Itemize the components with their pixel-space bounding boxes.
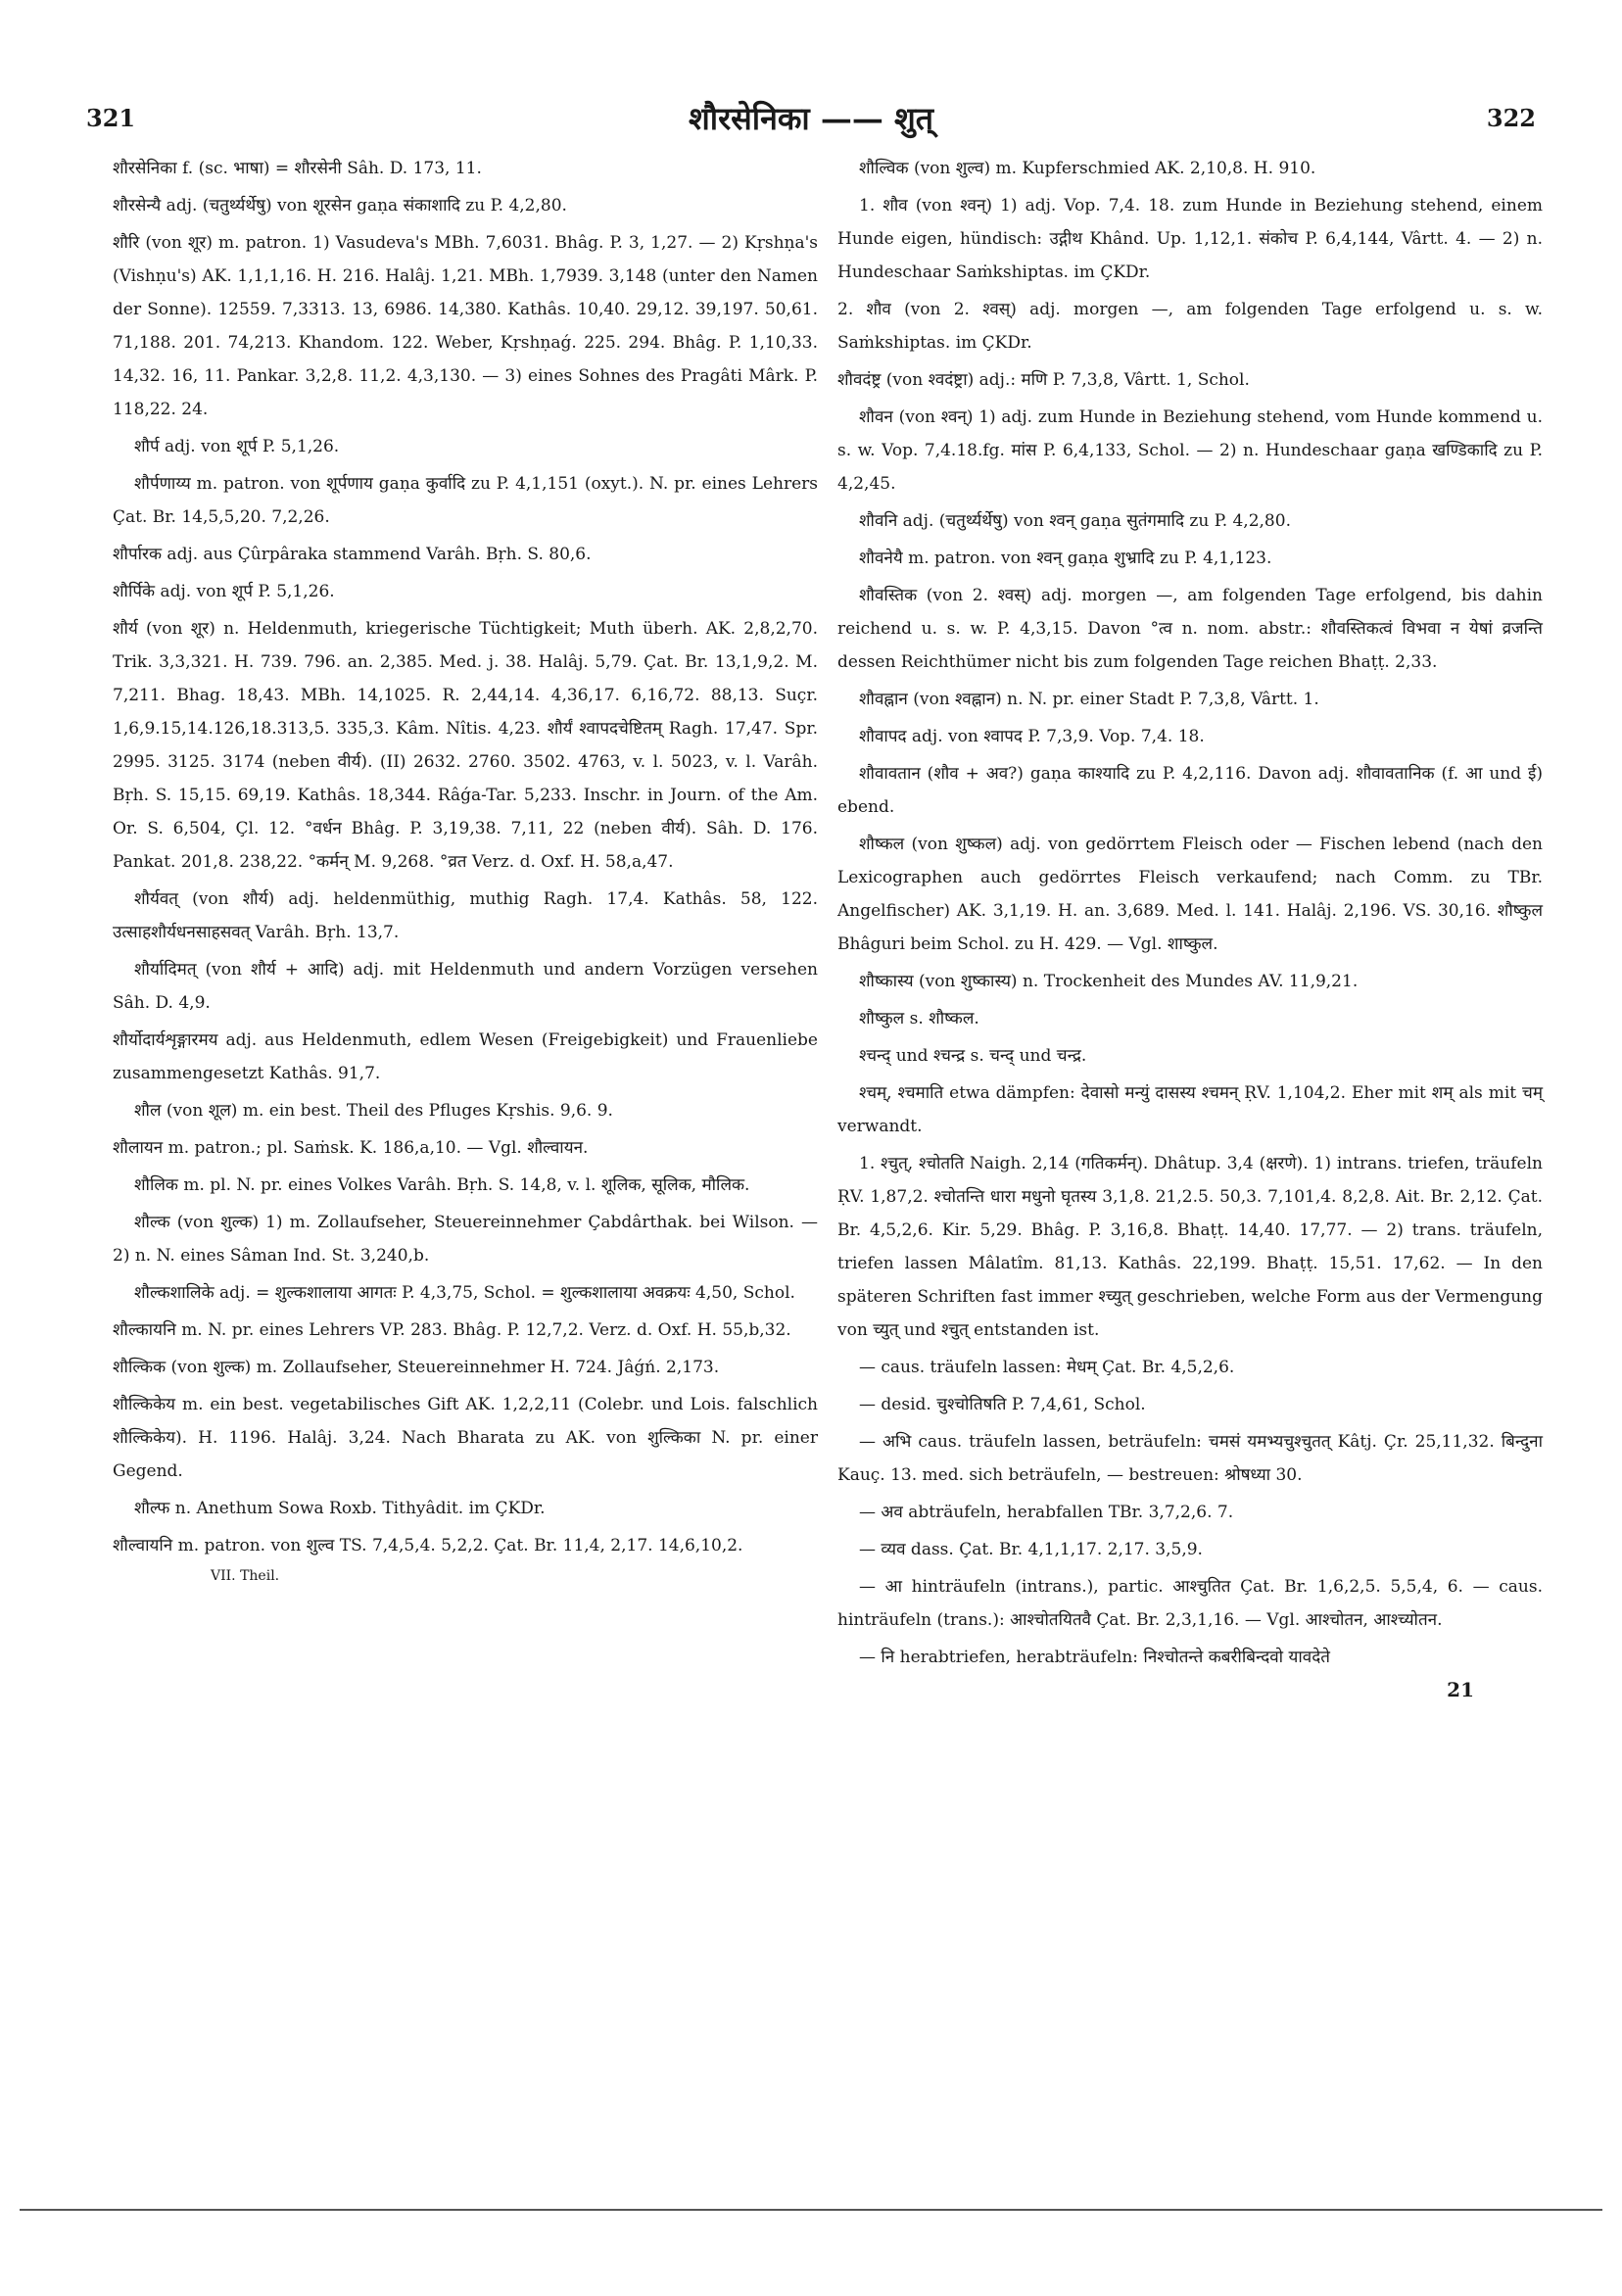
dictionary-entry: शौल्कायनि m. N. pr. eines Lehrers VP. 283. Bhâg. P. 12,7,2. Verz. d. Oxf. H. 55,b,32. — [113, 1320, 791, 1340]
dictionary-entry: शौवदंष्ट्र (von श्वदंष्ट्रा) adj.: मणि P. 7,3,8, Vârtt. 1, Schol. — [837, 370, 1250, 390]
dictionary-entry: शौर्य (von शूर) n. Heldenmuth, kriegerische Tüchtigkeit; Muth überh. AK. 2,8,2,70. Trik. 3,3,321. H. 739. 796. an. 2,385. Med. j. 38. Halâj. 5,79. Çat. Br. 13,1,9,2. M. 7,211. Bhag. 18,43. MBh. 14,1025. R. 2,44,14. 4,36,17. 6,16,72. 88,13. Suçr. 1,6,9.15,14.126,18.313,5. 335,3. Kâm. Nîtis. 4,23. शौर्यं श्वापदचेष्टितम् Ragh. 17,47. Spr. 2995. 3125. 3174 (neben वीर्य). (II) 2632. 2760. 3502. 4763, v. l. 5023, v. l. Varâh. Bṛh. S. 15,15. 69,19. Kathâs. 18,344. Râǵa-Tar. 5,233. Inschr. in Journ. of the Am. Or. S. 6,504, Çl. 12. °वर्धन Bhâg. P. 3,19,38. 7,11, 22 (neben वीर्य). Sâh. D. 176. Pankat. 201,8. 238,22. °कर्मन् M. 9,268. °व्रत Verz. d. Oxf. H. 58,a,47. — [113, 619, 818, 872]
dictionary-entry: शौरसेनिका f. (sc. भाषा) = शौरसेनी Sâh. D. 173, 11. — [113, 159, 482, 178]
dictionary-entry: शौल्कशालिके adj. = शुल्कशालाया आगतः P. 4,3,75, Schol. = शुल्कशालाया अवक्रयः 4,50, Schol. — [134, 1283, 795, 1303]
dictionary-entry: शौल्किकेय m. ein best. vegetabilisches Gift AK. 1,2,2,11 (Colebr. und Lois. falschlich शौल्किकेय). H. 1196. Halâj. 3,24. Nach Bharata zu AK. von शुल्किका N. pr. einer Gegend. — [113, 1395, 818, 1481]
left-page-number: 321 — [86, 103, 136, 132]
dictionary-entry: शौवावतान (शौव + अव?) gaṇa काश्यादि zu P. 4,2,116. Davon adj. शौवावतानिक (f. आ und ई) ebend. — [837, 764, 1543, 817]
dictionary-entry: शौलायन m. patron.; pl. Saṁsk. K. 186,a,10. — Vgl. शौल्वायन. — [113, 1138, 589, 1158]
dictionary-entry: शौर्योदार्यशृङ्गारमय adj. aus Heldenmuth, edlem Wesen (Freigebigkeit) und Frauenliebe zusammengesetzt Kathâs. 91,7. — [113, 1030, 818, 1083]
dictionary-entry: शौर्यादिमत् (von शौर्य + आदि) adj. mit Heldenmuth und andern Vorzügen versehen Sâh. D. 4,9. — [113, 960, 818, 1013]
dictionary-entry: — व्यव dass. Çat. Br. 4,1,1,17. 2,17. 3,5,9. — [859, 1540, 1203, 1559]
dictionary-entry: शौष्कल (von शुष्कल) adj. von gedörrtem Fleisch oder — Fischen lebend (nach den Lexicographen auch gedörrtes Fleisch verkaufend; nach Comm. zu TBr. Angelfischer) AK. 3,1,19. H. an. 3,689. Med. l. 141. Halâj. 2,196. VS. 30,16. शौष्कुल Bhâguri beim Schol. zu H. 429. — Vgl. शाष्कुल. — [837, 835, 1543, 954]
dictionary-entry: शौर्पणाय्य m. patron. von शूर्पणाय gaṇa कुर्वादि zu P. 4,1,151 (oxyt.). N. pr. eines Lehrers Çat. Br. 14,5,5,20. 7,2,26. — [113, 474, 818, 527]
dictionary-entry: श्चम्, श्चमाति etwa dämpfen: देवासो मन्युं दासस्य श्चमन् ṚV. 1,104,2. Eher mit शम् als mit चम् verwandt. — [837, 1083, 1543, 1136]
volume-footer: VII. Theil. — [211, 1568, 280, 1584]
right-column — [837, 152, 1543, 1701]
dictionary-entry: शौर्यवत् (von शौर्य) adj. heldenmüthig, muthig Ragh. 17,4. Kathâs. 58, 122. उत्साहशौर्यधनसाहसवत् Varâh. Bṛh. 13,7. — [113, 889, 818, 942]
dictionary-entry: शौवनि adj. (चतुर्थ्यर्थेषु) von श्वन् gaṇa सुतंगमादि zu P. 4,2,80. — [859, 511, 1291, 531]
dictionary-entry: शौवनेयै m. patron. von श्वन् gaṇa शुभ्रादि zu P. 4,1,123. — [859, 549, 1272, 568]
running-head: शौरसेनिका —— शुत् — [689, 99, 933, 137]
dictionary-entry: शौवह्नान (von श्वह्नान) n. N. pr. einer Stadt P. 7,3,8, Vârtt. 1. — [859, 690, 1319, 709]
dictionary-entry: 1. शौव (von श्वन्) 1) adj. Vop. 7,4. 18. zum Hunde in Beziehung stehend, einem Hunde eigen, hündisch: उद्गीथ Khând. Up. 1,12,1. संकोच P. 6,4,144, Vârtt. 4. — 2) n. Hundeschaar Saṁkshiptas. im ÇKDr. — [837, 196, 1543, 282]
bottom-rule — [20, 2209, 1602, 2211]
dictionary-entry: 2. शौव (von 2. श्वस्) adj. morgen —, am folgenden Tage erfolgend u. s. w. Saṁkshiptas. im ÇKDr. — [837, 300, 1543, 353]
dictionary-entry: शौवापद adj. von श्वापद P. 7,3,9. Vop. 7,4. 18. — [859, 727, 1205, 746]
dictionary-entry: शौल (von शूल) m. ein best. Theil des Pfluges Kṛshis. 9,6. 9. — [134, 1101, 613, 1121]
right-page-number: 322 — [1486, 103, 1536, 132]
dictionary-entry: — desid. चुश्चोतिषति P. 7,4,61, Schol. — [859, 1395, 1146, 1414]
dictionary-entry: शौर्प adj. von शूर्प P. 5,1,26. — [134, 437, 340, 456]
signature-mark: 21 — [1447, 1678, 1474, 1701]
dictionary-entry: शौल्क (von शुल्क) 1) m. Zollaufseher, Steuereinnehmer Çabdârthak. bei Wilson. — 2) n. N. eines Sâman Ind. St. 3,240,b. — [113, 1213, 818, 1266]
dictionary-entry: शौल्फ n. Anethum Sowa Roxb. Tithyâdit. im ÇKDr. — [134, 1499, 546, 1518]
dictionary-entry: शौल्विक (von शुल्व) m. Kupferschmied AK. 2,10,8. H. 910. — [859, 159, 1316, 178]
dictionary-entry: शौर्पारक adj. aus Çûrpâraka stammend Varâh. Bṛh. S. 80,6. — [113, 545, 592, 564]
dictionary-entry: — अभि caus. träufeln lassen, beträufeln: चमसं यमभ्यचुश्चुतत् Kâtj. Çr. 25,11,32. बिन्दुना Kauç. 13. med. sich beträufeln, — bestreuen: श्रोषध्या 30. — [837, 1432, 1543, 1485]
dictionary-entry: श्चन्द् und श्चन्द्र s. चन्द् und चन्द्र. — [859, 1046, 1087, 1066]
dictionary-entry: — नि herabtriefen, herabträufeln: निश्चोतन्ते कबरीबिन्दवो यावदेते — [859, 1648, 1330, 1667]
dictionary-entry: शौष्कुल s. शौष्कल. — [859, 1009, 979, 1028]
dictionary-entry: शौरि (von शूर) m. patron. 1) Vasudeva's MBh. 7,6031. Bhâg. P. 3, 1,27. — 2) Kṛshṇa's (Vishṇu's) AK. 1,1,1,16. H. 216. Halâj. 1,21. MBh. 1,7939. 3,148 (unter den Namen der Sonne). 12559. 7,3313. 13, 6986. 14,380. Kathâs. 10,40. 29,12. 39,197. 50,61. 71,188. 201. 74,213. Khandom. 122. Weber, Kṛshṇaǵ. 225. 294. Bhâg. P. 1,10,33. 14,32. 16, 11. Pankar. 3,2,8. 11,2. 4,3,130. — 3) eines Sohnes des Pragâti Mârk. P. 118,22. 24. — [113, 233, 818, 419]
dictionary-entry: शौवन (von श्वन्) 1) adj. zum Hunde in Beziehung stehend, vom Hunde kommend u. s. w. Vop. 7,4.18.fg. मांस P. 6,4,133, Schol. — 2) n. Hundeschaar gaṇa खण्डिकादि zu P. 4,2,45. — [837, 407, 1543, 494]
dictionary-entry: शौल्वायनि m. patron. von शुल्व TS. 7,4,5,4. 5,2,2. Çat. Br. 11,4, 2,17. 14,6,10,2. — [113, 1536, 743, 1555]
page-header — [86, 93, 1536, 142]
dictionary-entry: — caus. träufeln lassen: मेधम् Çat. Br. 4,5,2,6. — [859, 1358, 1235, 1377]
dictionary-entry: 1. श्चुत्, श्चोतति Naigh. 2,14 (गतिकर्मन्). Dhâtup. 3,4 (क्षरणे). 1) intrans. triefen, träufeln ṚV. 1,87,2. श्चोतन्ति धारा मधुनो घृतस्य 3,1,8. 21,2.5. 50,3. 7,101,4. 8,2,8. Ait. Br. 2,12. Çat. Br. 4,5,2,6. Kir. 5,29. Bhâg. P. 3,16,8. Bhaṭṭ. 14,40. 17,77. — 2) trans. träufeln, triefen lassen Mâlatîm. 81,13. Kathâs. 22,199. Bhaṭṭ. 15,51. 17,62. — In den späteren Schriften fast immer श्च्युत् geschrieben, welche Form aus der Vermengung von च्युत् und श्चुत् entstanden ist. — [837, 1154, 1543, 1340]
dictionary-entry: शौलिक m. pl. N. pr. eines Volkes Varâh. Bṛh. S. 14,8, v. l. शूलिक, सूलिक, मौलिक. — [134, 1175, 750, 1195]
dictionary-entry: — अव abträufeln, herabfallen TBr. 3,7,2,6. 7. — [859, 1503, 1234, 1522]
dictionary-entry: शौर्पिके adj. von शूर्प P. 5,1,26. — [113, 582, 335, 601]
dictionary-entry: शौष्कास्य (von शुष्कास्य) n. Trockenheit des Mundes AV. 11,9,21. — [859, 972, 1359, 991]
dictionary-entry: शौल्किक (von शुल्क) m. Zollaufseher, Steuereinnehmer H. 724. Jâǵń. 2,173. — [113, 1358, 720, 1377]
left-column — [113, 152, 818, 1584]
dictionary-entry: शौवस्तिक (von 2. श्वस्) adj. morgen —, am folgenden Tage erfolgend, bis dahin reichend u. s. w. P. 4,3,15. Davon °त्व n. nom. abstr.: शौवस्तिकत्वं विभवा न येषां व्रजन्ति dessen Reichthümer nicht bis zum folgenden Tage reichen Bhaṭṭ. 2,33. — [837, 586, 1543, 672]
dictionary-entry: — आ hinträufeln (intrans.), partic. आश्चुतित Çat. Br. 1,6,2,5. 5,5,4, 6. — caus. hinträufeln (trans.): आश्चोतयितवै Çat. Br. 2,3,1,16. — Vgl. आश्चोतन, आश्च्योतन. — [837, 1577, 1543, 1630]
dictionary-entry: शौरसेन्यै adj. (चतुर्थ्यर्थेषु) von शूरसेन gaṇa संकाशादि zu P. 4,2,80. — [113, 196, 567, 215]
